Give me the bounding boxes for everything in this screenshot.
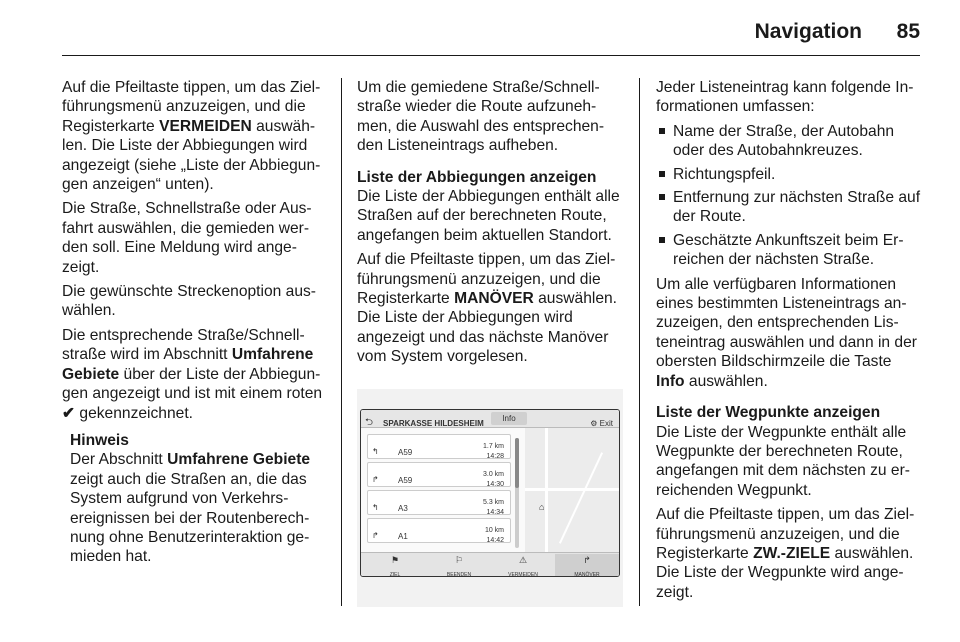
term-vermeiden: VERMEIDEN bbox=[159, 117, 252, 135]
gear-icon: ⚙ bbox=[590, 418, 598, 428]
paragraph: Auf die Pfeiltaste tippen, um das Zielführungsmenü anzuzeigen, und die Registerkarte ZW.-ZIELE auswählen. Die Liste der Wegpunkte wird angezeigt. bbox=[656, 506, 915, 601]
warning-icon: ⚠ bbox=[518, 554, 528, 565]
turn-icon: ↱ bbox=[583, 554, 591, 565]
infotainment-screen bbox=[360, 409, 620, 577]
list-item: Geschätzte Ankunftszeit beim Erreichen der nächsten Straße. bbox=[656, 231, 922, 270]
section-heading: Liste der Abbiegungen anzeigen bbox=[357, 168, 597, 186]
stop-icon: ⚐ bbox=[454, 554, 464, 565]
column-1 bbox=[62, 78, 324, 567]
screen-illustration bbox=[357, 389, 623, 607]
chapter-title: Navigation bbox=[754, 20, 862, 43]
term-umfahrene-gebiete: Umfahrene Gebiete bbox=[62, 346, 314, 383]
list-item: ↱ A1 10 km 14:42 bbox=[367, 518, 511, 543]
screen-title: SPARKASSE HILDESHEIM bbox=[383, 418, 484, 428]
scrollbar bbox=[515, 438, 519, 548]
list-item: Richtungspfeil. bbox=[656, 165, 922, 184]
screen-bottom-bar bbox=[361, 552, 619, 576]
paragraph: Jeder Listeneintrag kann folgende Informationen umfassen: bbox=[656, 79, 914, 116]
paragraph: Um alle verfügbaren Informationen eines bestimmten Listeneintrags anzuzeigen, den entsprechenden Listeneintrag auswählen und dann in der obersten Bildschirmzeile die Taste Info auswählen. bbox=[656, 275, 917, 390]
column-divider bbox=[341, 78, 342, 606]
paragraph: Auf die Pfeiltaste tippen, um das Zielführungsmenü anzuzeigen, und die Registerkarte MANÖVER auswählen. Die Liste der Abbiegungen wird angezeigt und das nächste Manöver vom System vorgelesen. bbox=[357, 251, 618, 366]
note-title: Hinweis bbox=[70, 431, 129, 449]
list-item: ↰ A59 1.7 km 14:28 bbox=[367, 434, 511, 459]
term-zw-ziele: ZW.-ZIELE bbox=[753, 544, 831, 562]
list-item: ↱ A59 3.0 km 14:30 bbox=[367, 462, 511, 487]
beenden-button: ⚐ BEENDEN bbox=[427, 554, 491, 576]
map-view bbox=[525, 428, 620, 556]
paragraph: Die entsprechende Straße/Schnellstraße wird im Abschnitt Umfahrene Gebiete über der Liste der Abbiegungen angezeigt und ist mit einem roten ✔ gekennzeichnet. bbox=[62, 326, 323, 422]
column-divider bbox=[639, 78, 640, 606]
term-manoever: MANÖVER bbox=[454, 290, 534, 308]
flag-icon: ⚑ bbox=[390, 554, 400, 565]
paragraph: Die gewünschte Streckenoption auswählen. bbox=[62, 283, 316, 320]
section-heading: Liste der Wegpunkte anzeigen bbox=[656, 404, 881, 422]
turn-arrow-icon: ↱ bbox=[372, 474, 379, 484]
back-icon: ⮌ bbox=[365, 416, 374, 428]
page-header bbox=[62, 12, 920, 56]
info-button: Info bbox=[491, 412, 527, 425]
exit-button: ⚙ Exit bbox=[590, 418, 613, 428]
map-marker-icon: ⌂ bbox=[539, 501, 545, 512]
info-list bbox=[656, 122, 922, 270]
paragraph: Die Liste der Abbiegungen enthält alle Straßen auf der berechneten Route, angefangen beim aktuellen Standort. bbox=[357, 188, 620, 244]
column-3 bbox=[656, 78, 922, 607]
turn-arrow-icon: ↰ bbox=[372, 502, 379, 512]
paragraph: Um die gemiedene Straße/Schnellstraße wieder die Route aufzunehmen, die Auswahl des entsprechenden Listeneintrags aufheben. bbox=[357, 79, 605, 155]
check-icon: ✔ bbox=[62, 404, 76, 422]
vermeiden-button: ⚠ VERMEIDEN bbox=[491, 554, 555, 576]
manoever-button: ↱ MANÖVER bbox=[555, 554, 619, 576]
term-info: Info bbox=[656, 372, 685, 390]
paragraph: Die Straße, Schnellstraße oder Ausfahrt auswählen, die gemieden werden soll. Eine Meldung wird angezeigt. bbox=[62, 200, 312, 276]
list-item: Name der Straße, der Autobahn oder des Autobahnkreuzes. bbox=[656, 122, 922, 161]
turn-arrow-icon: ↰ bbox=[372, 446, 379, 456]
list-item: Entfernung zur nächsten Straße auf der Route. bbox=[656, 188, 922, 227]
screen-top-bar bbox=[361, 410, 619, 428]
turn-list bbox=[367, 434, 511, 546]
column-2 bbox=[357, 78, 623, 607]
note-box bbox=[62, 431, 324, 567]
paragraph: Die Liste der Wegpunkte enthält alle Wegpunkte der berechneten Route, angefangen mit dem nächsten zu erreichenden Wegpunkt. bbox=[656, 423, 910, 499]
list-item: ↰ A3 5.3 km 14:34 bbox=[367, 490, 511, 515]
turn-arrow-icon: ↱ bbox=[372, 530, 379, 540]
note-text: Der Abschnitt Umfahrene Gebiete zeigt auch die Straßen an, die das System aufgrund von Verkehrsereignissen bei der Routenberechnung ohne Benutzerinteraktion gemieden hat. bbox=[70, 451, 311, 566]
ziel-button: ⚑ ZIEL bbox=[363, 554, 427, 576]
page-number: 85 bbox=[896, 20, 920, 43]
paragraph: Auf die Pfeiltaste tippen, um das Zielführungsmenü anzuzeigen, und die Registerkarte VERMEIDEN auswählen. Die Liste der Abbiegungen wird angezeigt (siehe „Liste der Abbiegungen anzeigen“ unten). bbox=[62, 79, 321, 194]
